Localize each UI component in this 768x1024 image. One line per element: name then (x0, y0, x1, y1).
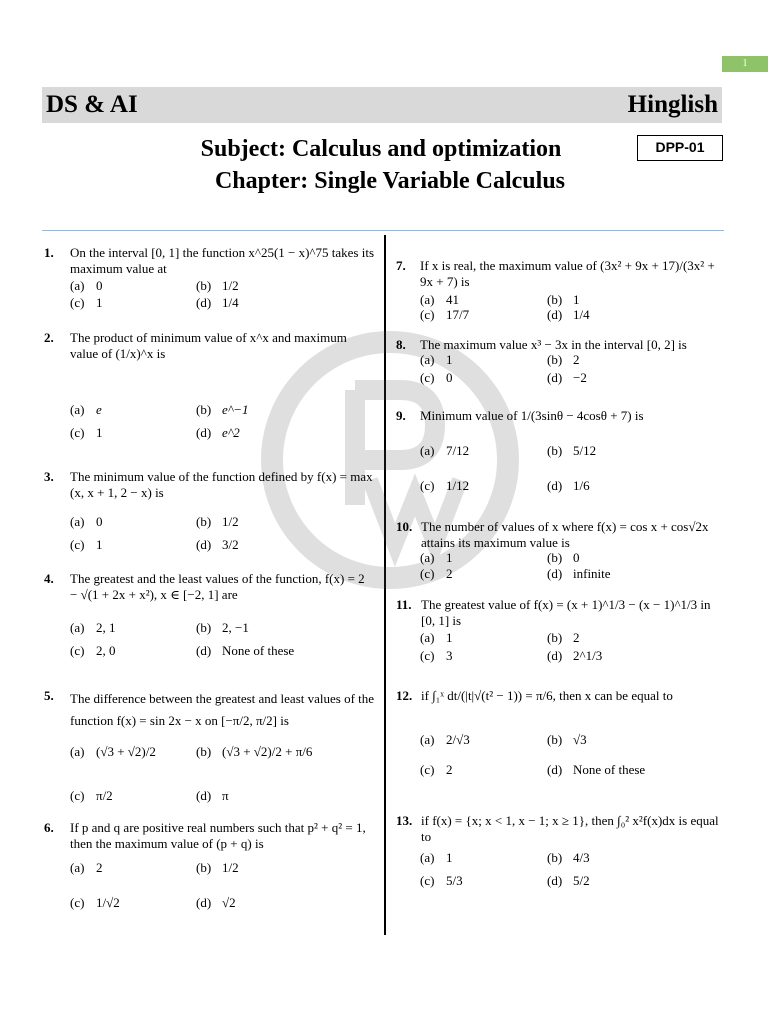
question-7-text: If x is real, the maximum value of (3x² + 9x + 17)/(3x² + 9x + 7) is (420, 258, 715, 289)
q5-option-d: (d) π (196, 788, 229, 803)
q10-option-d: (d) infinite (547, 566, 611, 581)
page-number-badge: 1 (722, 56, 768, 72)
q4-option-d: (d) None of these (196, 643, 295, 658)
subject-title: Subject: Calculus and optimization (200, 136, 562, 162)
q4-option-a: (a) 2, 1 (70, 620, 116, 635)
q4-option-b: (b) 2, −1 (196, 620, 249, 635)
q12-option-a: (a) 2/√3 (420, 732, 470, 747)
question-13-number: 13. (396, 813, 413, 828)
q1-option-a: (a) 0 (70, 278, 103, 293)
q6-option-b: (b) 1/2 (196, 860, 239, 875)
dpp-badge: DPP-01 (637, 135, 723, 161)
q11-option-d: (d) 2^1/3 (547, 648, 603, 663)
q12-option-c: (c) 2 (420, 762, 453, 777)
q11-option-a: (a) 1 (420, 630, 453, 645)
question-8-number: 8. (396, 337, 406, 352)
question-12-number: 12. (396, 688, 413, 703)
language-label: Hinglish (627, 91, 718, 118)
q13-option-b: (b) 4/3 (547, 850, 590, 865)
q8-option-b: (b) 2 (547, 352, 580, 367)
q2-option-b: (b) e^−1 (196, 402, 249, 417)
q9-option-a: (a) 7/12 (420, 443, 470, 458)
q1-option-b: (b) 1/2 (196, 278, 239, 293)
q11-option-c: (c) 3 (420, 648, 453, 663)
q7-option-a: (a) 41 (420, 292, 459, 307)
chapter-title: Chapter: Single Variable Calculus (214, 168, 566, 194)
q3-option-d: (d) 3/2 (196, 537, 239, 552)
question-4-text: The greatest and the least values of the function, f(x) = 2 − √(1 + 2x + x²), x ∈ [−2, 1] are (70, 571, 365, 602)
header-band (42, 87, 722, 123)
question-2-number: 2. (44, 330, 54, 345)
q13-option-a: (a) 1 (420, 850, 453, 865)
column-divider (384, 235, 386, 935)
q8-option-a: (a) 1 (420, 352, 453, 367)
q13-option-c: (c) 5/3 (420, 873, 463, 888)
question-4-number: 4. (44, 571, 54, 586)
q9-option-c: (c) 1/12 (420, 478, 470, 493)
question-11-number: 11. (396, 597, 412, 612)
question-13-text: if f(x) = {x; x < 1, x − 1; x ≥ 1}, then ∫₀² x²f(x)dx is equal to (421, 813, 719, 844)
q12-option-d: (d) None of these (547, 762, 646, 777)
q3-option-a: (a) 0 (70, 514, 103, 529)
question-7-number: 7. (396, 258, 406, 273)
q9-option-b: (b) 5/12 (547, 443, 597, 458)
q2-option-d: (d) e^2 (196, 425, 240, 440)
question-5-text: The difference between the greatest and least values of the function f(x) = sin 2x − x on [−π/2, π/2] is (70, 691, 375, 728)
question-11-text: The greatest value of f(x) = (x + 1)^1/3 − (x − 1)^1/3 in [0, 1] is (421, 597, 711, 628)
question-2-text: The product of minimum value of x^x and maximum value of (1/x)^x is (70, 330, 347, 361)
q10-option-a: (a) 1 (420, 550, 453, 565)
q11-option-b: (b) 2 (547, 630, 580, 645)
question-5-number: 5. (44, 688, 54, 703)
q12-option-b: (b) √3 (547, 732, 587, 747)
question-10-text: The number of values of x where f(x) = cos x + cos√2x attains its maximum value is (421, 519, 709, 550)
q9-option-d: (d) 1/6 (547, 478, 590, 493)
question-3-text: The minimum value of the function defined by f(x) = max (x, x + 1, 2 − x) is (70, 469, 373, 500)
question-9-number: 9. (396, 408, 406, 423)
header-divider (42, 230, 724, 231)
q7-option-c: (c) 17/7 (420, 307, 470, 322)
q7-option-b: (b) 1 (547, 292, 580, 307)
q8-option-c: (c) 0 (420, 370, 453, 385)
q4-option-c: (c) 2, 0 (70, 643, 116, 658)
q5-option-c: (c) π/2 (70, 788, 113, 803)
q5-option-b: (b) (√3 + √2)/2 + π/6 (196, 744, 313, 759)
question-12-text: if ∫₁ˣ dt/(|t|√(t² − 1)) = π/6, then x can be equal to (421, 688, 673, 703)
q2-option-c: (c) 1 (70, 425, 103, 440)
course-title: DS & AI (46, 91, 138, 118)
q2-option-a: (a) e (70, 402, 102, 417)
q1-option-d: (d) 1/4 (196, 295, 239, 310)
q6-option-d: (d) √2 (196, 895, 236, 910)
question-6-number: 6. (44, 820, 54, 835)
q10-option-c: (c) 2 (420, 566, 453, 581)
q6-option-c: (c) 1/√2 (70, 895, 120, 910)
question-8-text: The maximum value x³ − 3x in the interval [0, 2] is (420, 337, 687, 352)
question-9-text: Minimum value of 1/(3sinθ − 4cosθ + 7) is (420, 408, 644, 423)
q3-option-c: (c) 1 (70, 537, 103, 552)
q13-option-d: (d) 5/2 (547, 873, 590, 888)
question-3-number: 3. (44, 469, 54, 484)
question-1-text: On the interval [0, 1] the function x^25(1 − x)^75 takes its maximum value at (70, 245, 375, 276)
question-10-number: 10. (396, 519, 413, 534)
question-1-number: 1. (44, 245, 54, 260)
pw-logo-watermark (260, 330, 520, 590)
q5-option-a: (a) (√3 + √2)/2 (70, 744, 156, 759)
q1-option-c: (c) 1 (70, 295, 103, 310)
question-6-text: If p and q are positive real numbers such that p² + q² = 1, then the maximum value of (p + q) is (70, 820, 366, 851)
q6-option-a: (a) 2 (70, 860, 103, 875)
q3-option-b: (b) 1/2 (196, 514, 239, 529)
q10-option-b: (b) 0 (547, 550, 580, 565)
q7-option-d: (d) 1/4 (547, 307, 590, 322)
q8-option-d: (d) −2 (547, 370, 587, 385)
